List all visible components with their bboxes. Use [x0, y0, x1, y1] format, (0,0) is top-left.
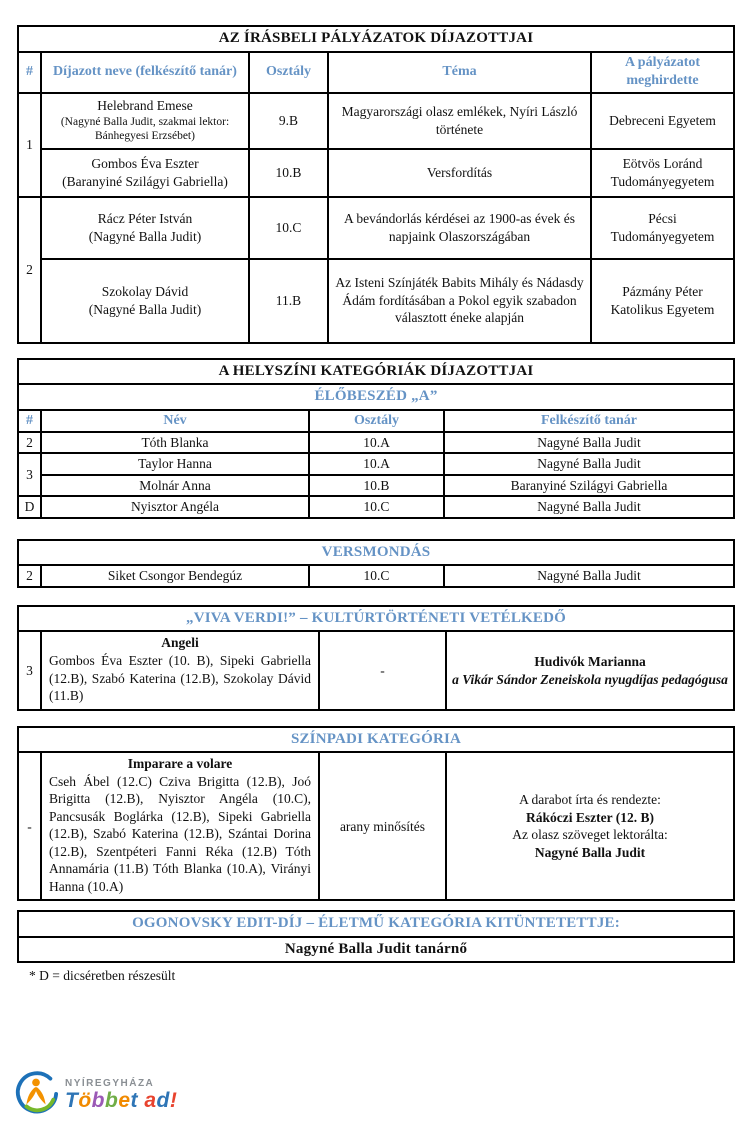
- table-viva-verdi: [17, 605, 735, 711]
- name-cell: Molnár Anna: [41, 475, 309, 497]
- table-szinpadi-kategoria: [17, 726, 735, 902]
- col-header-class: Osztály: [249, 52, 328, 93]
- table-title-row: [18, 727, 734, 753]
- winner-name: Szokolay Dávid: [101, 283, 189, 299]
- logo-slogan: Többet ad!: [65, 1088, 178, 1112]
- rank-cell: -: [18, 752, 41, 900]
- table-ogonovsky-dij: [17, 910, 735, 963]
- table-title-row: [18, 540, 734, 566]
- rank-cell: 3: [18, 453, 41, 496]
- name-cell: Taylor Hanna: [41, 453, 309, 475]
- name-cell: [41, 259, 249, 343]
- teacher-cell: Nagyné Balla Judit: [444, 565, 734, 587]
- prep-teacher: (Nagyné Balla Judit): [88, 301, 202, 317]
- table-title: A HELYSZÍNI KATEGÓRIÁK DÍJAZOTTJAI: [18, 359, 734, 385]
- class-cell: 10.B: [309, 475, 444, 497]
- table-title-row: [18, 359, 734, 385]
- name-cell: [41, 149, 249, 197]
- theme-cell: Magyarországi olasz emlékek, Nyíri László története: [328, 93, 591, 149]
- team-cell: [41, 631, 319, 709]
- teacher-cell: Nagyné Balla Judit: [444, 432, 734, 454]
- table-row: [18, 752, 734, 900]
- table-subtitle: ÉLŐBESZÉD „A”: [18, 384, 734, 410]
- table-row: [18, 937, 734, 963]
- credit-name: Rákóczi Eszter (12. B): [526, 809, 654, 825]
- table-helyszini-kategoriak: [17, 358, 735, 519]
- table-row: [18, 496, 734, 518]
- nyiregyhaza-logo-icon: [13, 1070, 59, 1121]
- team-name: Angeli: [161, 635, 199, 651]
- class-cell: 10.A: [309, 432, 444, 454]
- announcer-cell: Eötvös Loránd Tudományegyetem: [591, 149, 734, 197]
- name-cell: [41, 197, 249, 259]
- table-row: [18, 475, 734, 497]
- table-title: „VIVA VERDI!” – KULTÚRTÖRTÉNETI VETÉLKEDŐ: [18, 606, 734, 632]
- table-row: [18, 432, 734, 454]
- name-cell: Nyisztor Angéla: [41, 496, 309, 518]
- winner-name: Gombos Éva Eszter: [91, 155, 199, 171]
- credit-label: A darabot írta és rendezte:: [519, 792, 661, 808]
- logo-city-name: NYÍREGYHÁZA: [65, 1078, 155, 1090]
- rank-cell: 1: [18, 93, 41, 197]
- col-header-theme: Téma: [328, 52, 591, 93]
- class-cell: 11.B: [249, 259, 328, 343]
- table-header-row: [18, 410, 734, 432]
- winner-name: Helebrand Emese: [97, 98, 193, 114]
- team-members: Cseh Ábel (12.C) Cziva Brigitta (12.B), Joó Brigitta (12.B), Nyisztor Angéla (10.C), Pancsusák Boglárka (12.B), Sipeki Gabriella (12.B), Szabó Katerina (12.B), Szántai Dorina (12.B), Szentpéteri Fanni Réka (12.B) Tóth Annamária (11.B) Tóth Blanka (10.A), Virányi Hanna (10.A): [49, 773, 311, 894]
- table-versmondas: [17, 539, 735, 588]
- theme-cell: A bevándorlás kérdései az 1900-as évek és napjaink Olaszországában: [328, 197, 591, 259]
- col-header-name: Név: [41, 410, 309, 432]
- class-cell: 10.A: [309, 453, 444, 475]
- awarder-cell: [446, 631, 734, 709]
- table-row: [18, 197, 734, 259]
- rank-cell: D: [18, 496, 41, 518]
- col-header-announcer: A pályázatot meghirdette: [591, 52, 734, 93]
- table-row: [18, 453, 734, 475]
- name-cell: Tóth Blanka: [41, 432, 309, 454]
- class-cell: 10.C: [249, 197, 328, 259]
- awarder-description: a Vikár Sándor Zeneiskola nyugdíjas pedagógusa: [452, 671, 728, 687]
- table-title-row: [18, 911, 734, 937]
- col-header-num: #: [18, 410, 41, 432]
- class-cell: 10.C: [309, 565, 444, 587]
- teacher-cell: Baranyiné Szilágyi Gabriella: [444, 475, 734, 497]
- theme-cell: Versfordítás: [328, 149, 591, 197]
- table-title: OGONOVSKY EDIT-DÍJ – ÉLETMŰ KATEGÓRIA KITÜNTETETTJE:: [18, 911, 734, 937]
- theme-cell: Az Isteni Színjáték Babits Mihály és Nádasdy Ádám fordításában a Pokol egyik szabadon választott éneke alapján: [328, 259, 591, 343]
- rank-cell: 3: [18, 631, 41, 709]
- prep-teacher: (Nagyné Balla Judit, szakmai lektor: Bánhegyesi Erzsébet): [60, 115, 230, 143]
- teacher-cell: Nagyné Balla Judit: [444, 453, 734, 475]
- prep-teacher: (Nagyné Balla Judit): [88, 228, 202, 244]
- team-cell: [41, 752, 319, 900]
- awarder-name: Hudivók Marianna: [534, 653, 646, 669]
- table-title-row: [18, 606, 734, 632]
- col-header-num: #: [18, 52, 41, 93]
- name-cell: [41, 93, 249, 149]
- table-row: [18, 93, 734, 149]
- rank-cell: 2: [18, 432, 41, 454]
- table-row: [18, 565, 734, 587]
- table-title: SZÍNPADI KATEGÓRIA: [18, 727, 734, 753]
- table-subtitle-row: [18, 384, 734, 410]
- document-content: [17, 25, 733, 984]
- winner-name: Rácz Péter István: [97, 210, 193, 226]
- rank-cell: 2: [18, 197, 41, 343]
- class-cell: 10.C: [309, 496, 444, 518]
- col-header-teacher: Felkészítő tanár: [444, 410, 734, 432]
- footnote: * D = dicséretben részesült: [29, 968, 176, 984]
- table-row: [18, 631, 734, 709]
- qualification-cell: -: [319, 631, 446, 709]
- table-header-row: [18, 52, 734, 93]
- rank-cell: 2: [18, 565, 41, 587]
- announcer-cell: Pázmány Péter Katolikus Egyetem: [591, 259, 734, 343]
- credit-label: Az olasz szöveget lektorálta:: [512, 827, 668, 843]
- table-title: AZ ÍRÁSBELI PÁLYÁZATOK DÍJAZOTTJAI: [18, 26, 734, 52]
- logo-text: [65, 1079, 177, 1112]
- table-title: VERSMONDÁS: [18, 540, 734, 566]
- teacher-cell: Nagyné Balla Judit: [444, 496, 734, 518]
- col-header-name: Díjazott neve (felkészítő tanár): [41, 52, 249, 93]
- performance-title: Imparare a volare: [127, 756, 233, 772]
- class-cell: 10.B: [249, 149, 328, 197]
- col-header-class: Osztály: [309, 410, 444, 432]
- announcer-cell: Pécsi Tudományegyetem: [591, 197, 734, 259]
- table-title-row: [18, 26, 734, 52]
- class-cell: 9.B: [249, 93, 328, 149]
- nyiregyhaza-logo: [13, 1070, 177, 1121]
- credits-cell: [446, 752, 734, 900]
- team-members: Gombos Éva Eszter (10. B), Sipeki Gabriella (12.B), Szabó Katerina (12.B), Szokolay Dávid (11.B): [49, 652, 311, 704]
- credit-name: Nagyné Balla Judit: [534, 844, 646, 860]
- qualification-cell: arany minősítés: [319, 752, 446, 900]
- table-irasbeli-palyazatok: [17, 25, 735, 344]
- table-row: [18, 259, 734, 343]
- table-row: [18, 149, 734, 197]
- announcer-cell: Debreceni Egyetem: [591, 93, 734, 149]
- award-winner: Nagyné Balla Judit tanárnő: [18, 937, 734, 963]
- name-cell: Siket Csongor Bendegúz: [41, 565, 309, 587]
- prep-teacher: (Baranyiné Szilágyi Gabriella): [62, 173, 228, 189]
